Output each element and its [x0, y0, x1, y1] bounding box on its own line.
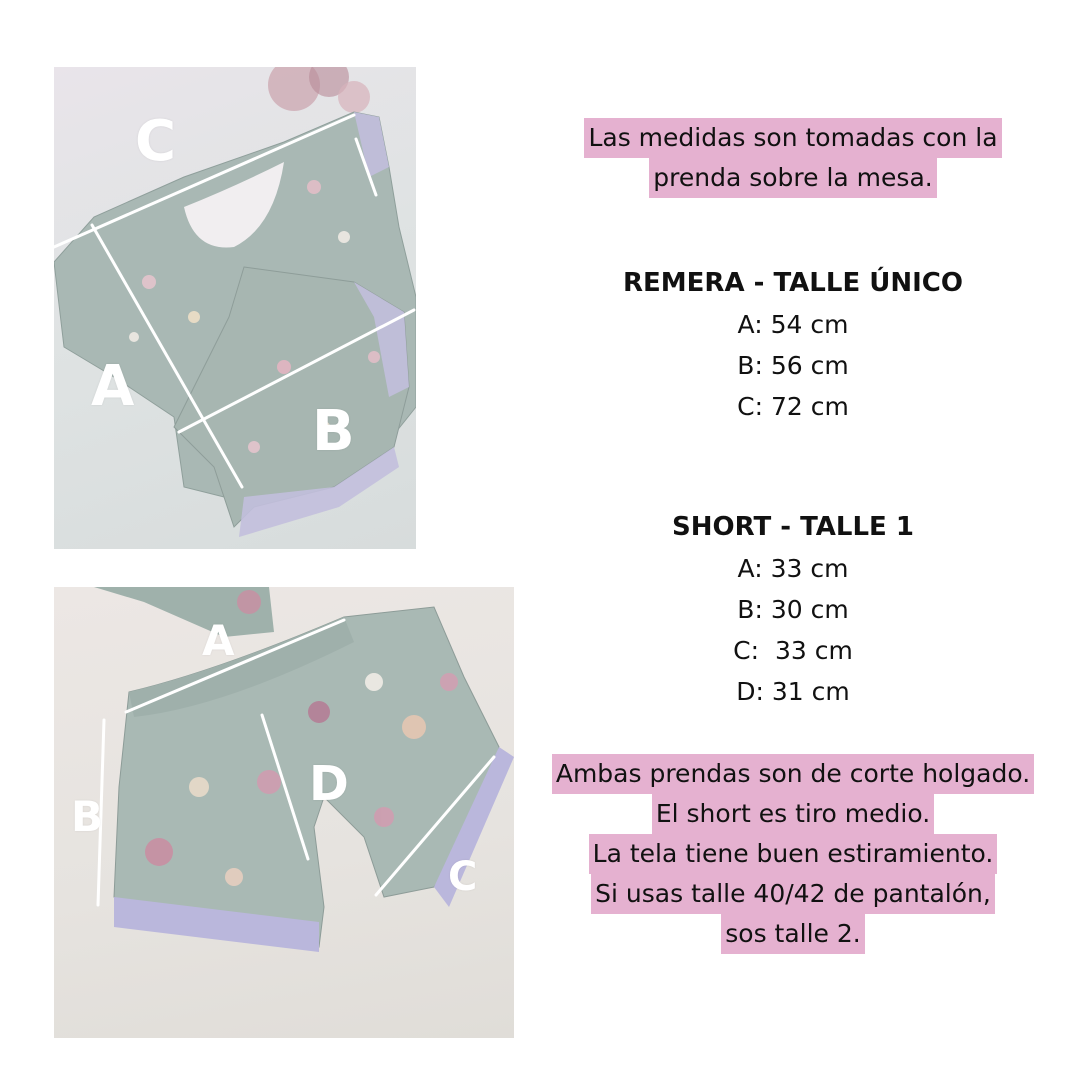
notes-line-1: Ambas prendas son de corte holgado. — [552, 754, 1034, 794]
remera-section — [520, 262, 1066, 427]
intro-line-1: Las medidas son tomadas con la — [584, 118, 1001, 158]
remera-measurement-photo — [54, 67, 416, 549]
short-measure-d: D: 31 cm — [736, 677, 850, 706]
notes-line-4: Si usas talle 40/42 de pantalón, — [591, 874, 995, 914]
notes-line-5: sos talle 2. — [721, 914, 865, 954]
marker-a: A — [202, 616, 235, 665]
short-measure-a: A: 33 cm — [737, 554, 849, 583]
short-measurement-photo — [54, 587, 514, 1038]
remera-measure-a: A: 54 cm — [737, 310, 849, 339]
short-section — [520, 506, 1066, 712]
intro-line-2: prenda sobre la mesa. — [649, 158, 936, 198]
intro-text — [520, 118, 1066, 198]
short-measure-b: B: 30 cm — [737, 595, 849, 624]
marker-a: A — [91, 354, 135, 419]
marker-b: B — [312, 399, 355, 464]
notes-line-3: La tela tiene buen estiramiento. — [589, 834, 998, 874]
short-title: SHORT - TALLE 1 — [672, 512, 914, 542]
marker-d: D — [309, 756, 349, 812]
remera-measure-c: C: 72 cm — [737, 392, 849, 421]
remera-title: REMERA - TALLE ÚNICO — [623, 268, 963, 298]
marker-c: C — [135, 109, 177, 174]
short-illustration — [54, 587, 514, 1038]
marker-b: B — [71, 792, 104, 841]
notes-line-2: El short es tiro medio. — [652, 794, 934, 834]
marker-c: C — [448, 854, 478, 900]
remera-measure-b: B: 56 cm — [737, 351, 849, 380]
notes-section — [520, 754, 1066, 954]
short-measure-c: C: 33 cm — [733, 636, 853, 665]
remera-illustration — [54, 67, 416, 549]
